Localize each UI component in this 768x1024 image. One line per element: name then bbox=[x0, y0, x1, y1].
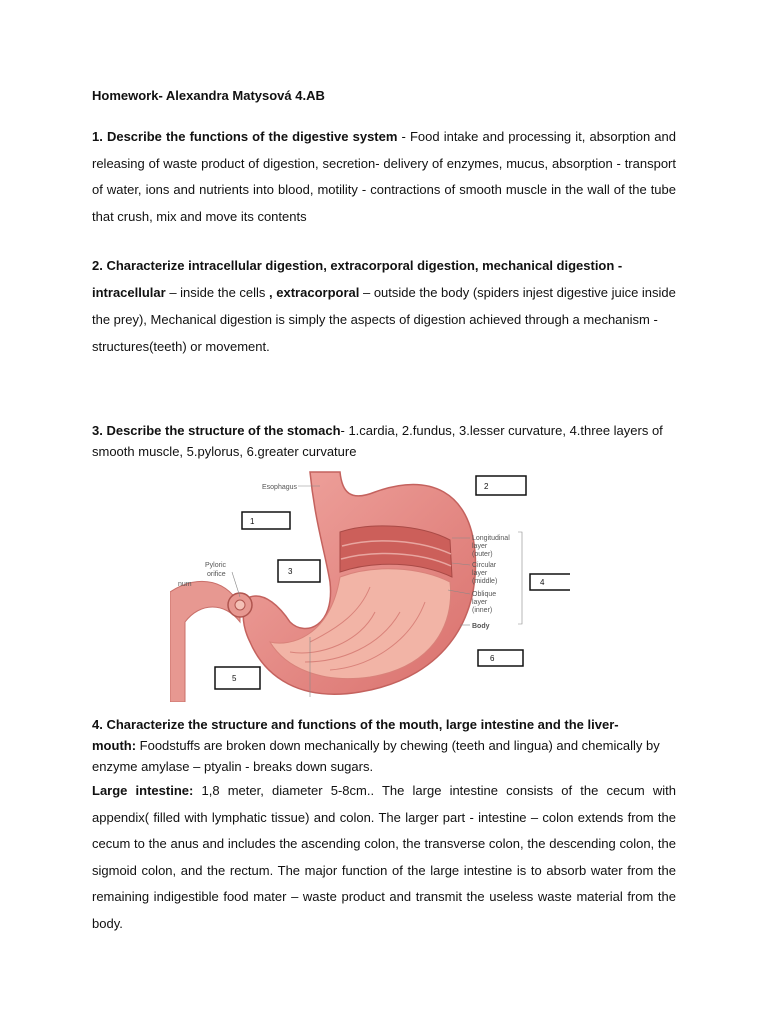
mouth-label: mouth: bbox=[92, 738, 137, 753]
svg-text:2: 2 bbox=[484, 482, 489, 491]
label-inner: (inner) bbox=[472, 607, 493, 614]
svg-text:3: 3 bbox=[288, 567, 293, 576]
label-pyloric: Pyloric bbox=[205, 562, 227, 569]
label-middle: (middle) bbox=[472, 578, 498, 585]
answer-box-1 bbox=[242, 512, 290, 529]
label-body: Body bbox=[472, 623, 490, 630]
svg-text:5: 5 bbox=[232, 674, 237, 683]
label-circular: Circular bbox=[472, 562, 497, 569]
svg-text:4: 4 bbox=[540, 578, 545, 587]
mouth-text: Foodstuffs are broken down mechanically by chewing (teeth and lingua) and chemically by enzyme amylase – ptyalin - breaks down sugars. bbox=[92, 738, 660, 774]
question-4-heading: 4. Characterize the structure and functions of the mouth, large intestine and the liver- bbox=[92, 717, 619, 732]
label-esophagus: Esophagus bbox=[262, 484, 298, 491]
question-3-heading: 3. Describe the structure of the stomach bbox=[92, 423, 341, 438]
label-long-layer: layer bbox=[472, 543, 488, 550]
extracorporal-label: , extracorporal bbox=[269, 285, 360, 300]
large-intestine-paragraph bbox=[92, 778, 676, 938]
svg-text:6: 6 bbox=[490, 654, 495, 663]
question-1-heading: 1. Describe the functions of the digestive system bbox=[92, 129, 398, 144]
label-oblique: Oblique bbox=[472, 591, 497, 598]
label-orifice: orifice bbox=[207, 571, 226, 578]
answer-box-4 bbox=[530, 574, 570, 590]
large-intestine-text: 1,8 meter, diameter 5-8cm.. The large intestine consists of the cecum with appendix( filled with lymphatic tissue) and colon. The larger part - intestine – colon extends from the cecum to the anus and includes the ascending colon, the transverse colon, the descending colon, the sigmoid colon, and the rectum. The major function of the large intestine is to absorb water from the remaining indigestible food mater – waste product and transmit the useless waste material from the body. bbox=[92, 783, 677, 931]
label-num: num bbox=[178, 581, 192, 588]
question-2-heading: 2. Characterize intracellular digestion, extracorporal digestion, mechanical digestion - bbox=[92, 258, 623, 273]
question-4 bbox=[92, 714, 676, 777]
answer-box-6 bbox=[478, 650, 523, 666]
intracellular-label: intracellular bbox=[92, 285, 166, 300]
intracellular-text: – inside the cells bbox=[165, 285, 270, 300]
answer-box-3 bbox=[278, 560, 320, 582]
question-3 bbox=[92, 420, 676, 462]
label-circ-layer: layer bbox=[472, 570, 488, 577]
extracorporal-text: – outside the body (spiders injest digestive juice inside the prey), Mechanical digestion is simply the aspects of digestion achieved through a mechanism - structures(teeth) or movement. bbox=[92, 285, 676, 354]
large-intestine-label: Large intestine: bbox=[92, 783, 194, 798]
stomach-diagram bbox=[170, 462, 570, 702]
question-2 bbox=[92, 252, 676, 360]
answer-box-2 bbox=[476, 476, 526, 495]
label-longitudinal: Longitudinal bbox=[472, 535, 510, 542]
svg-text:1: 1 bbox=[250, 517, 255, 526]
label-outer: (outer) bbox=[472, 551, 493, 558]
question-1 bbox=[92, 124, 676, 230]
label-obl-layer: layer bbox=[472, 599, 488, 606]
document-title: Homework- Alexandra Matysová 4.AB bbox=[92, 88, 325, 103]
answer-box-5 bbox=[215, 667, 260, 689]
question-1-body: - Food intake and processing it, absorption and releasing of waste product of digestion, secretion- delivery of enzymes, mucus, absorption - transport of water, ions and nutrients into blood, motility - contractions of smooth muscle in the wall of the tube that crush, mix and move its contents bbox=[92, 129, 676, 224]
question-3-body: - 1.cardia, 2.fundus, 3.lesser curvature, 4.three layers of smooth muscle, 5.pylorus, 6.greater curvature bbox=[92, 423, 663, 459]
